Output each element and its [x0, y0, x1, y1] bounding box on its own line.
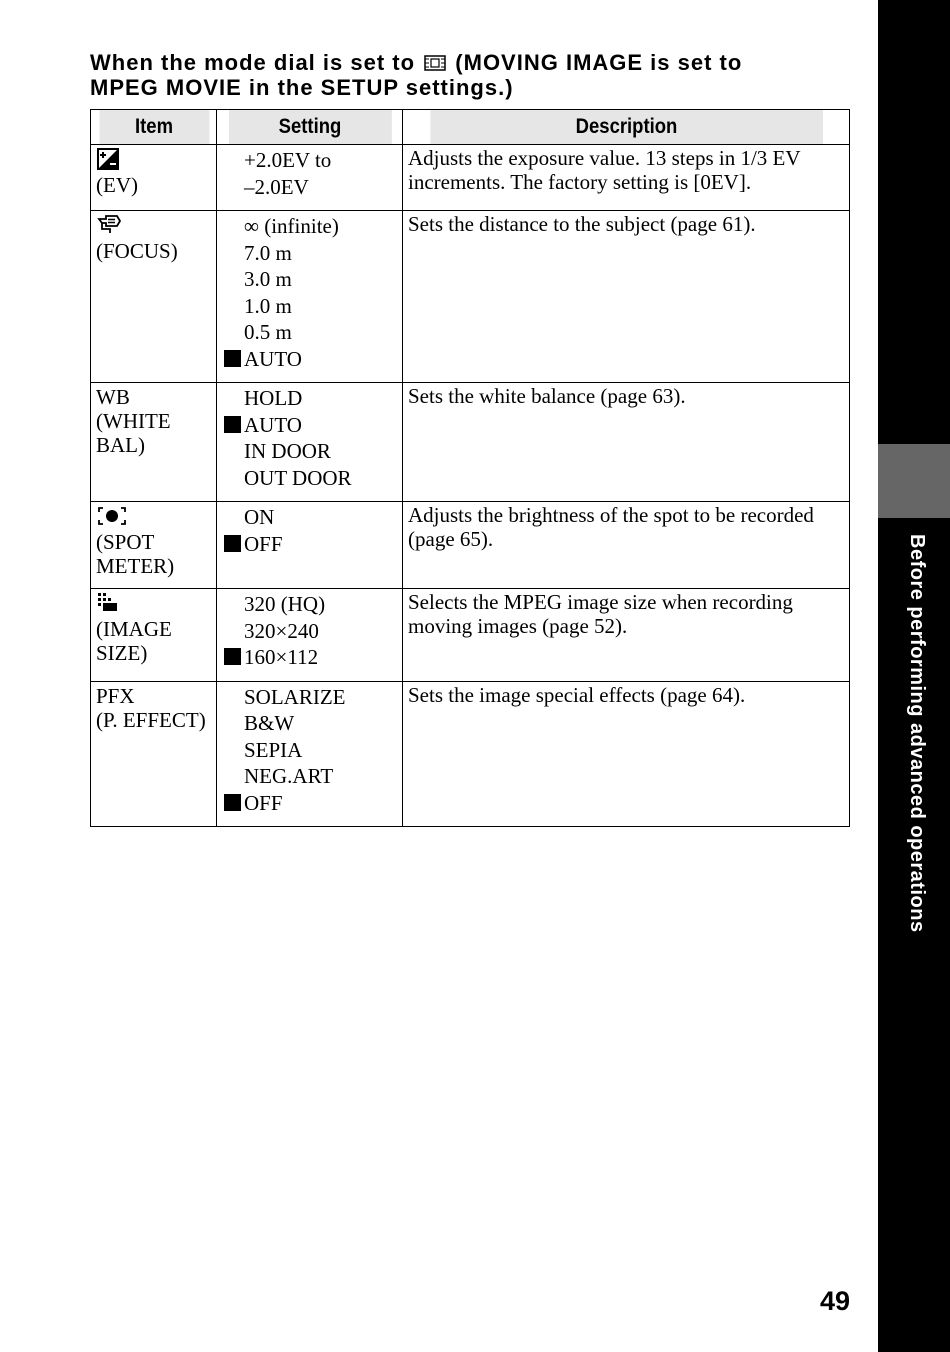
item-label: PFX	[96, 683, 135, 708]
setting-cell	[217, 211, 403, 383]
setting-option: NEG.ART	[244, 764, 334, 788]
setting-option: B&W	[244, 711, 295, 735]
item-label: (WHITE	[96, 409, 171, 433]
setting-cell	[217, 502, 403, 589]
focus-icon	[96, 213, 211, 239]
item-label: BAL)	[96, 433, 145, 457]
item-cell	[91, 383, 217, 502]
setting-option-default: AUTO	[222, 346, 397, 373]
setting-option: OUT DOOR	[244, 465, 352, 490]
setting-option: –2.0EV	[244, 174, 309, 199]
item-cell	[91, 589, 217, 682]
description-cell: Selects the MPEG image size when recording moving images (page 52).	[403, 589, 850, 682]
table-row	[91, 502, 850, 589]
spot-meter-icon	[96, 504, 211, 530]
item-label: SIZE)	[96, 641, 148, 665]
item-label: (SPOT	[96, 530, 155, 554]
setting-option: ∞ (infinite)	[244, 214, 339, 238]
item-cell	[91, 145, 217, 211]
image-size-icon	[96, 591, 211, 617]
setting-option: 320×240	[244, 618, 319, 643]
item-label: WB	[96, 385, 130, 409]
description-cell: Sets the white balance (page 63).	[403, 383, 850, 502]
setting-cell	[217, 383, 403, 502]
setting-option: 3.0 m	[244, 267, 292, 291]
item-label: METER)	[96, 554, 175, 578]
page-number: 49	[819, 1286, 850, 1316]
exposure-icon	[96, 147, 211, 173]
setting-option-default: OFF	[222, 790, 397, 817]
table-row	[91, 211, 850, 383]
section-heading	[90, 50, 850, 100]
setting-option: SOLARIZE	[244, 684, 346, 709]
description-cell: Adjusts the brightness of the spot to be recorded (page 65).	[403, 502, 850, 589]
heading-line1-start: When the mode dial is set to	[90, 50, 416, 75]
description-cell: Sets the distance to the subject (page 61).	[403, 211, 850, 383]
setting-option-default: 160×112	[222, 644, 397, 671]
item-cell	[91, 502, 217, 589]
heading-line1-end: (MOVING IMAGE is set to	[455, 50, 743, 75]
description-cell: Sets the image special effects (page 64).	[403, 681, 850, 827]
item-label: (IMAGE	[96, 617, 172, 641]
setting-option: ON	[244, 505, 275, 529]
setting-option: HOLD	[244, 386, 303, 410]
table-header-row	[91, 110, 850, 145]
setting-cell	[217, 145, 403, 211]
item-label: (FOCUS)	[96, 239, 178, 263]
item-cell	[91, 681, 217, 827]
header-setting: Setting	[228, 110, 392, 145]
item-label: (EV)	[96, 173, 138, 197]
settings-table	[90, 109, 850, 827]
setting-option: 0.5 m	[244, 320, 292, 344]
chapter-tab-marker	[878, 444, 950, 518]
item-label: (P. EFFECT)	[96, 707, 206, 732]
table-row	[91, 145, 850, 211]
heading-line2: MPEG MOVIE in the SETUP settings.)	[90, 75, 514, 100]
table-row	[91, 589, 850, 682]
header-description: Description	[429, 110, 822, 145]
setting-option-default: OFF	[222, 531, 397, 558]
description-cell: Adjusts the exposure value. 13 steps in 1/3 EV increments. The factory setting is [0EV].	[403, 145, 850, 211]
setting-option: SEPIA	[244, 737, 303, 762]
item-cell	[91, 211, 217, 383]
header-item: Item	[98, 110, 209, 145]
movie-mode-icon	[424, 52, 446, 70]
setting-option: +2.0EV to	[244, 148, 332, 172]
table-row	[91, 681, 850, 827]
chapter-tab-label: Before performing advanced operations	[906, 534, 928, 933]
setting-option: 7.0 m	[244, 240, 292, 265]
setting-option: 320 (HQ)	[244, 592, 326, 616]
setting-option: 1.0 m	[244, 293, 292, 318]
setting-option-default: AUTO	[222, 412, 397, 439]
setting-option: IN DOOR	[244, 439, 331, 463]
setting-cell	[217, 589, 403, 682]
table-row	[91, 383, 850, 502]
setting-cell	[217, 681, 403, 827]
